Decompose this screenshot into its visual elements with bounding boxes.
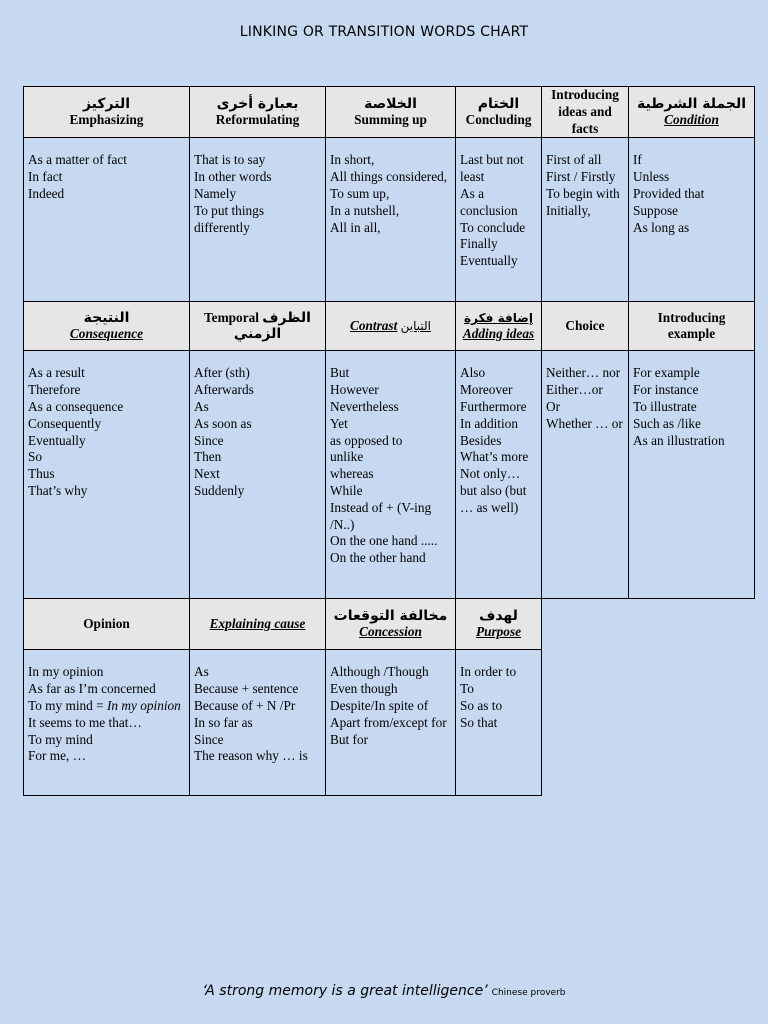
body-row [24,138,755,302]
list-cell [629,138,755,302]
list-item: Eventually [460,253,518,269]
list-cell [456,138,542,302]
list-item: As a conclusion [460,185,518,218]
list-item: Or [546,398,561,414]
list-cell [326,650,456,796]
header-row [24,599,755,650]
list-item: As [194,664,209,680]
list-cell [542,138,629,302]
list-cell [326,351,456,599]
footer-quote: ‘A strong memory is a great intelligence’ [202,983,488,999]
list-item: As a consequence [28,398,124,414]
list-item: As soon as [194,415,252,431]
header-cell-adding-ideas: إضافة فكرة Adding ideas [456,302,542,351]
list-cell [24,650,190,796]
list-item: So as to [460,697,503,713]
header-cell-introducing-ideas: Introducing ideas and facts [542,87,629,138]
list-item: Also [460,365,486,381]
list-item: Eventually [28,432,86,448]
header-cell-opinion: Opinion [24,599,190,650]
list-item: Namely [194,185,237,201]
list-cell [456,351,542,599]
list-item: As a matter of fact [28,152,127,168]
header-cell-condition: الجملة الشرطية Condition [629,87,755,138]
list-item: After (sth) [194,365,250,381]
list-item: That is to say [194,152,266,168]
list-item: What’s more [460,449,529,465]
list-item: Despite/In spite of [330,697,429,713]
list-item: On the one hand ..... [330,533,438,549]
linking-words-table [23,86,755,796]
list-item: But for [330,731,369,747]
list-item: As [194,398,209,414]
list-item: Whether … or [546,415,623,431]
list-item: While [330,482,363,498]
list-item: Not only… but also (but … as well) [460,466,527,515]
list-item: As long as [633,219,690,235]
list-item: However [330,382,379,398]
body-row [24,650,755,796]
list-item: Either…or [546,382,603,398]
header-cell-purpose: لهدف Purpose [456,599,542,650]
header-cell-emphasizing: التركيز Emphasizing [24,87,190,138]
list-item: In so far as [194,714,253,730]
list-item: Therefore [28,382,81,398]
list-item: As a result [28,365,85,381]
empty-cell [629,650,755,796]
list-item: unlike [330,449,364,465]
list-item: In short, [330,152,375,168]
list-item: Nevertheless [330,398,399,414]
header-cell-introducing-example: Introducing example [629,302,755,351]
list-item: That’s why [28,482,88,498]
list-item: Because of + N /Pr [194,697,296,713]
list-item: In fact [28,169,63,185]
list-item: To conclude [460,219,526,235]
list-item: So [28,449,43,465]
empty-cell [542,599,629,650]
list-item: Besides [460,432,502,448]
list-cell [456,650,542,796]
list-item: For instance [633,382,699,398]
list-item: For example [633,365,700,381]
list-item: To put things differently [194,202,264,235]
list-item: To [460,681,474,697]
empty-cell [629,599,755,650]
list-item: whereas [330,466,374,482]
list-item: Last but not least [460,152,524,185]
list-cell [24,351,190,599]
list-item: Indeed [28,185,65,201]
list-item: The reason why … is [194,748,308,764]
list-item: But [330,365,350,381]
list-item: Thus [28,466,55,482]
list-item: In my opinion [28,664,104,680]
list-item: Unless [633,169,670,185]
body-row [24,351,755,599]
list-item: as opposed to [330,432,403,448]
list-cell [24,138,190,302]
list-item: Initially, [546,202,591,218]
header-cell-concession: مخالفة التوقعات Concession [326,599,456,650]
list-item: To sum up, [330,185,390,201]
list-item: As an illustration [633,432,725,448]
list-item: In order to [460,664,517,680]
list-item: Apart from/except for [330,714,447,730]
list-item: So that [460,714,498,730]
page-title: LINKING OR TRANSITION WORDS CHART [239,24,529,40]
list-item: Finally [460,236,498,252]
footer-attribution: Chinese proverb [491,988,566,998]
list-item: In other words [194,169,272,185]
list-item: Since [194,731,224,747]
list-item: Yet [330,415,348,431]
list-cell [629,351,755,599]
list-cell [190,138,326,302]
list-item: Suddenly [194,482,245,498]
list-cell [326,138,456,302]
header-cell-consequence: النتيجة Consequence [24,302,190,351]
list-item: To my mind [28,731,93,747]
list-item: Suppose [633,202,679,218]
header-row [24,87,755,138]
list-item: Such as /like [633,415,701,431]
header-cell-reformulating: بعبارة أخرى Reformulating [190,87,326,138]
list-item: To begin with [546,185,620,201]
list-item: In addition [460,415,518,431]
list-item: First / Firstly [546,169,616,185]
empty-cell [542,650,629,796]
list-cell [190,650,326,796]
list-item: It seems to me that… [28,714,142,730]
header-cell-choice: Choice [542,302,629,351]
list-item: All in all, [330,219,381,235]
header-cell-temporal: Temporal الظرف الزمني [190,302,326,351]
list-item: If [633,152,642,168]
list-item: Even though [330,681,398,697]
list-item: For me, … [28,748,86,764]
list-item: Consequently [28,415,102,431]
header-cell-concluding: الختام Concluding [456,87,542,138]
header-row [24,302,755,351]
list-item: Furthermore [460,398,527,414]
list-item: Although /Though [330,664,429,680]
list-item: Afterwards [194,382,254,398]
list-item: In a nutshell, [330,202,400,218]
header-cell-contrast: Contrast التباين [326,302,456,351]
list-item: Next [194,466,220,482]
list-item: To my mind = In my opinion [28,697,181,713]
list-item: Since [194,432,224,448]
list-item: Instead of + (V-ing /N..) [330,499,432,532]
header-cell-explaining-cause: Explaining cause [190,599,326,650]
list-cell [190,351,326,599]
list-item: Provided that [633,185,705,201]
list-item: On the other hand [330,550,426,566]
list-item: All things considered, [330,169,448,185]
list-item: Because + sentence [194,681,299,697]
list-item: As far as I’m concerned [28,681,156,697]
list-item: Neither… nor [546,365,621,381]
list-cell [542,351,629,599]
footer [0,980,768,999]
list-item: Moreover [460,382,513,398]
list-item: First of all [546,152,602,168]
list-item: To illustrate [633,398,697,414]
list-item: Then [194,449,222,465]
header-cell-summing-up: الخلاصة Summing up [326,87,456,138]
